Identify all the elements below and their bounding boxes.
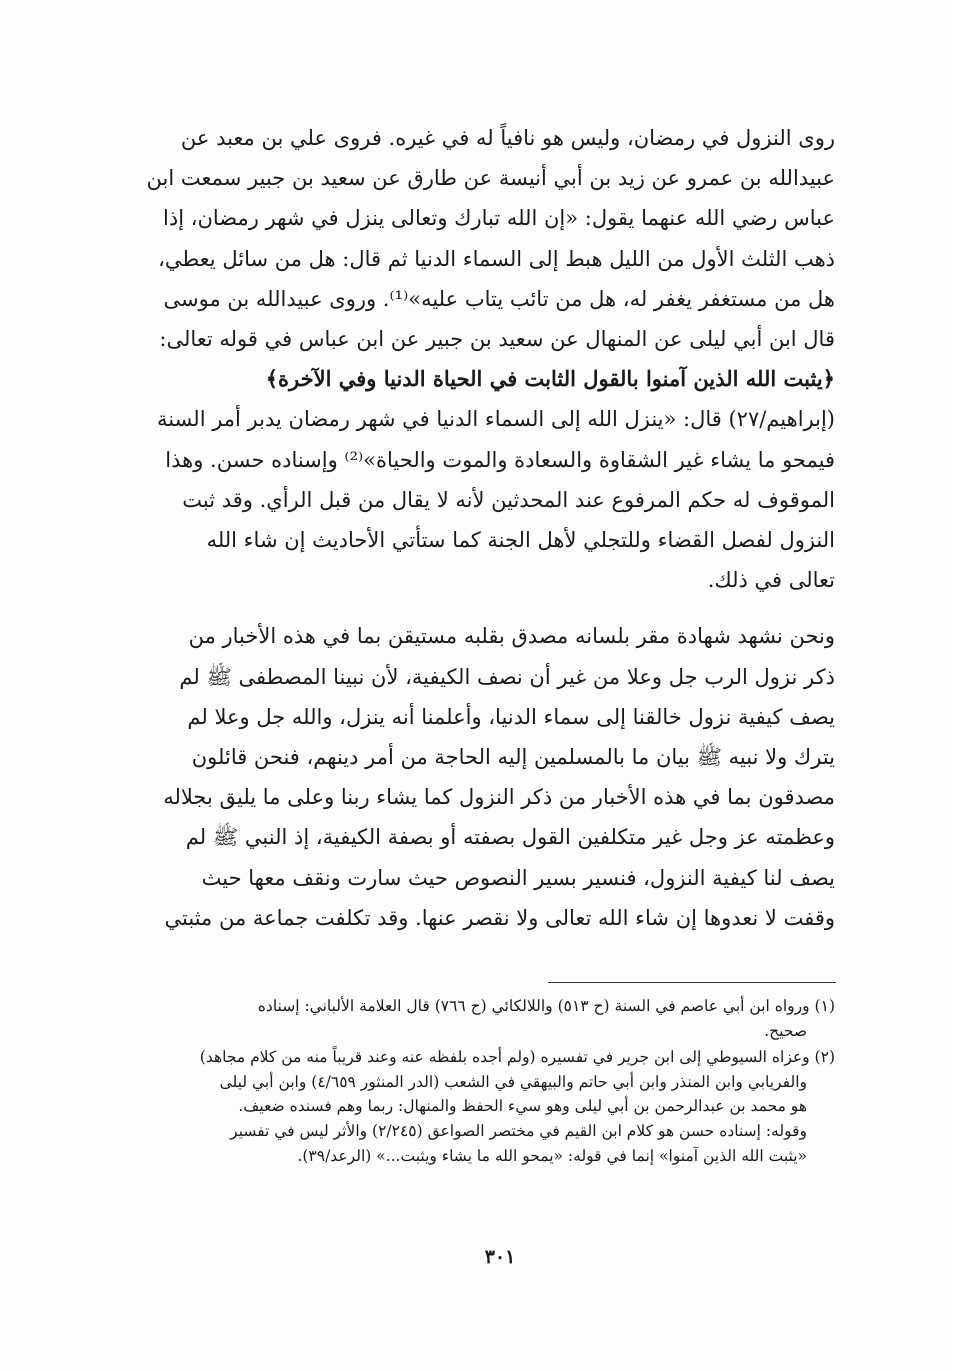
footnote-2 [132, 1045, 835, 1168]
footnote-line: صحيح. [764, 1021, 807, 1040]
text-line: قال ابن أبي ليلى عن المنهال عن سعيد بن جبير عن ابن عباس في قوله تعالى: [159, 327, 835, 352]
text-line: عبيدالله بن عمرو عن زيد بن أبي أنيسة عن طارق عن سعيد بن جبير سمعت ابن [146, 166, 835, 191]
footnote-1 [132, 994, 835, 1043]
text-line: عباس رضي الله عنهما يقول: «إن الله تبارك وتعالى ينزل في شهر رمضان، إذا [163, 206, 835, 231]
footnotes [132, 994, 835, 1170]
footnote-line: (٢) وعزاه السيوطي إلى ابن جرير في تفسيره (ولم أجده بلفظه عنه وعند قريباً منه من كلام مجاهد) [199, 1048, 835, 1067]
page-number: ٣٠١ [484, 1246, 516, 1268]
text-line: فيمحو ما يشاء غير الشقاوة والسعادة والموت والحياة»⁽²⁾ وإسناده حسن. وهذا [165, 447, 835, 472]
text-line: ذهب الثلث الأول من الليل هبط إلى السماء الدنيا ثم قال: هل من سائل يعطي، [158, 246, 835, 271]
text-line: الموقوف له حكم المرفوع عند المحدثين لأنه لا يقال من قبل الرأي. وقد ثبت [182, 487, 835, 512]
main-text [132, 118, 835, 938]
text-line: يترك ولا نبيه ﷺ بيان ما بالمسلمين إليه الحاجة من أمر دينهم، فنحن قائلون [191, 745, 835, 770]
footnote-line: وقوله: إسناده حسن هو كلام ابن القيم في مختصر الصواعق (٢/٢٤٥) والأثر ليس في تفسير [230, 1121, 807, 1140]
paragraph-2 [132, 616, 835, 938]
text-line: تعالى في ذلك. [707, 568, 835, 593]
text-line: يصف لنا كيفية النزول، فنسير بسير النصوص حيث سارت ونقف معها حيث [201, 865, 835, 890]
paragraph-1 [132, 118, 835, 600]
footnote-line: هو محمد بن عبدالرحمن بن أبي ليلى وهو سيء الحفظ والمنهال: ربما وهم فسنده ضعيف. [238, 1097, 807, 1116]
footnote-separator [548, 982, 836, 983]
text-line: وقفت لا نعدوها إن شاء الله تعالى ولا نقصر عنها. وقد تكلفت جماعة من مثبتي [164, 905, 835, 930]
footnote-line: والفريابي وابن المنذر وابن أبي حاتم والبيهقي في الشعب (الدر المنثور ٤/٦٥٩) وابن أبي ليلى [219, 1072, 807, 1091]
text-line: مصدقون بما في هذه الأخبار من ذكر النزول كما يشاء ربنا وعلى ما يليق بجلاله [163, 785, 835, 810]
footnote-line: «يثبت الله الذين آمنوا» إنما في قوله: «يمحو الله ما يشاء ويثبت...» (الرعد/٣٩). [297, 1146, 807, 1165]
text-line: ونحن نشهد شهادة مقر بلسانه مصدق بقلبه مستيقن بما في هذه الأخبار من [188, 624, 835, 649]
text-line: (إبراهيم/٢٧) قال: «ينزل الله إلى السماء الدنيا في شهر رمضان يدبر أمر السنة [156, 407, 835, 432]
text-line: روى النزول في رمضان، وليس هو نافياً له في غيره. فروى علي بن معبد عن [180, 126, 835, 150]
footnote-line: (١) ورواه ابن أبي عاصم في السنة (ح ٥١٣) واللالكائي (ح ٧٦٦) قال العلامة الألباني: إسناده [257, 997, 835, 1015]
text-line: النزول لفصل القضاء وللتجلي لأهل الجنة كما ستأتي الأحاديث إن شاء الله [206, 528, 835, 553]
quran-verse-line: ﴿يثبت الله الذين آمنوا بالقول الثابت في الحياة الدنيا وفي الآخرة﴾ [265, 366, 835, 392]
text-line: ذكر نزول الرب جل وعلا من غير أن نصف الكيفية، لأن نبينا المصطفى ﷺ لم [179, 664, 835, 689]
text-line: وعظمته عز وجل غير متكلفين القول بصفته أو بصفة الكيفية، إذ النبي ﷺ لم [185, 825, 835, 850]
text-line: يصف كيفية نزول خالقنا إلى سماء الدنيا، وأعلمنا أنه ينزل، والله جل وعلا لم [187, 704, 835, 729]
text-line: هل من مستغفر يغفر له، هل من تائب يتاب عليه»⁽¹⁾. وروى عبيدالله بن موسى [163, 286, 835, 311]
